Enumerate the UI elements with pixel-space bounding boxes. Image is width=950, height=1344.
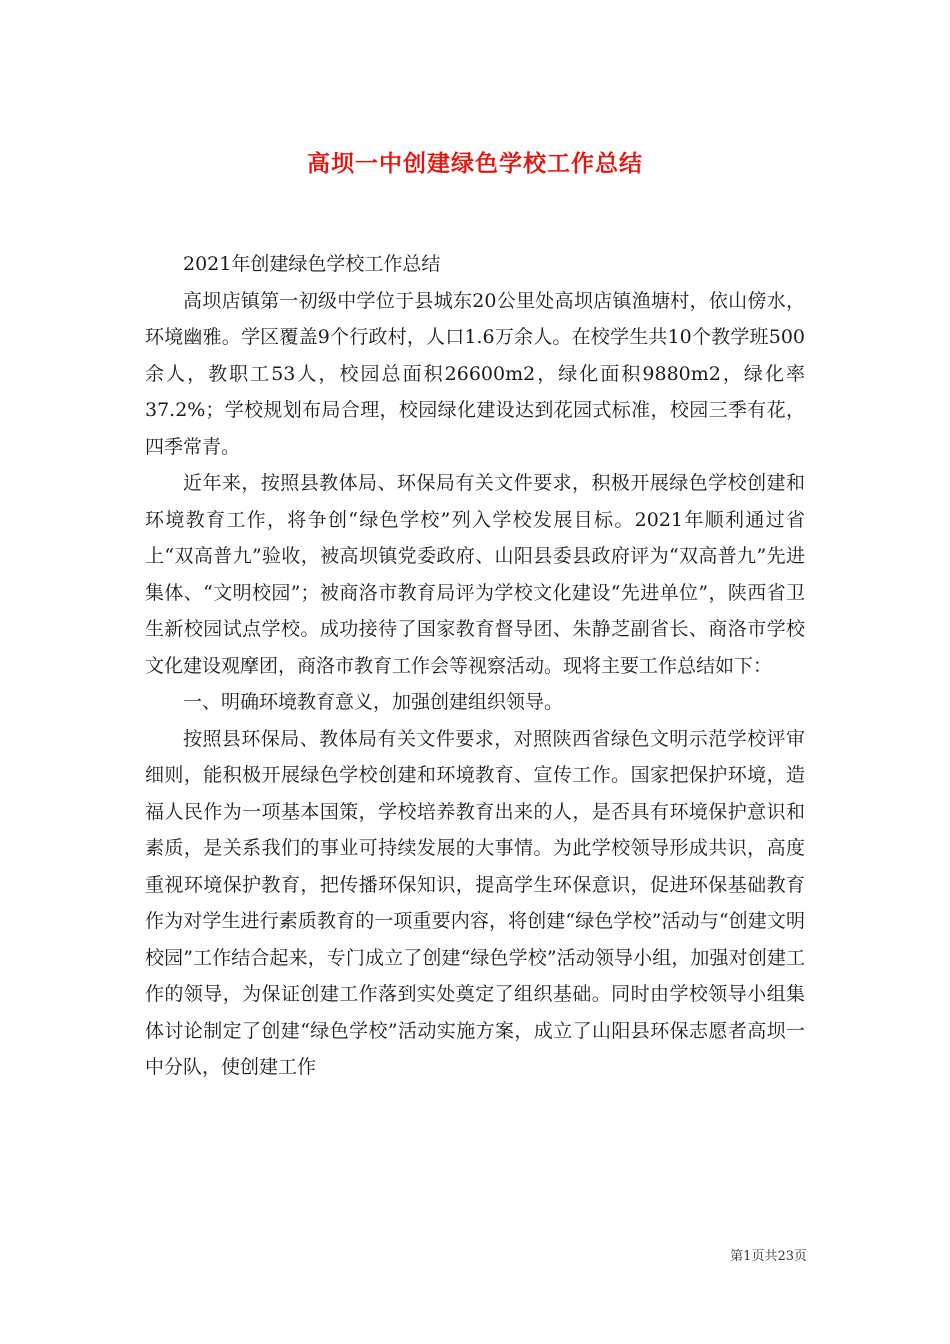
- document-title: 高坝一中创建绿色学校工作总结: [307, 150, 643, 178]
- paragraph-recent-achievements: 近年来，按照县教体局、环保局有关文件要求，积极开展绿色学校创建和环境教育工作，将争创“绿色学校”列入学校发展目标。2021年顺利通过省上“双高普九”验收，被高坝镇党委政府、山阳县委县政府评为“双高普九”先进集体、“文明校园”；被商洛市教育局评为学校文化建设“先进单位”，陕西省卫生新校园试点学校。成功接待了国家教育督导团、朱静芝副省长、商洛市学校文化建设观摩团，商洛市教育工作会等视察活动。现将主要工作总结如下：: [145, 472, 805, 677]
- document-body: [145, 246, 805, 1086]
- paragraph-subtitle: 2021年创建绿色学校工作总结: [183, 253, 441, 275]
- page-number-indicator: 第1页共23页: [730, 1249, 807, 1264]
- paragraph-school-intro: 高坝店镇第一初级中学位于县城东20公里处高坝店镇渔塘村，依山傍水，环境幽雅。学区覆盖9个行政村，人口1.6万余人。在校学生共10个教学班500余人，教职工53人，校园总面积26600m2，绿化面积9880m2，绿化率37.2%；学校规划布局合理，校园绿化建设达到花园式标准，校园三季有花，四季常青。: [145, 289, 805, 458]
- section-heading-1: 一、明确环境教育意义，加强创建组织领导。: [183, 691, 564, 713]
- paragraph-section-1-body: 按照县环保局、教体局有关文件要求，对照陕西省绿色文明示范学校评审细则，能积极开展绿色学校创建和环境教育、宣传工作。国家把保护环境，造福人民作为一项基本国策，学校培养教育出来的人，是否具有环境保护意识和素质，是关系我们的事业可持续发展的大事情。为此学校领导形成共识，高度重视环境保护教育，把传播环保知识，提高学生环保意识，促进环保基础教育作为对学生进行素质教育的一项重要内容，将创建“绿色学校”活动与“创建文明校园”工作结合起来，专门成立了创建“绿色学校”活动领导小组，加强对创建工作的领导，为保证创建工作落到实处奠定了组织基础。同时由学校领导小组集体讨论制定了创建“绿色学校”活动实施方案，成立了山阳县环保志愿者高坝一中分队，使创建工作: [145, 727, 805, 1078]
